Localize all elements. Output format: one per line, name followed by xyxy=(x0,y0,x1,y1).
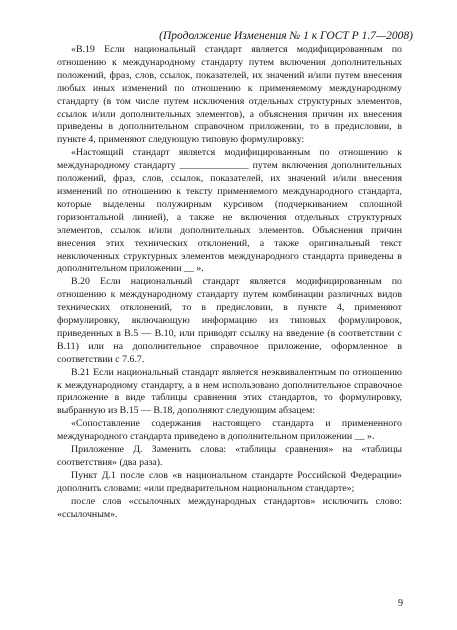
paragraph-b20: В.20 Если национальный стандарт является модифицированным по отношению к международному стандарту путем комбинации различных видов технических отклонений, то в предисловии, в пункте 4, применяют формулировку, включающую информацию из типовых формулировок, приведенных в В.5 — В.10, или приводят ссылку на введение (в соответствии с В.11) или на дополнительное справочное приложение, оформленное в соответствии с 7.6.7. xyxy=(57,276,402,365)
paragraph-b21: В.21 Если национальный стандарт является неэквивалентным по отношению к международному стандарту, а в нем использовано дополнительное справочное приложение в виде таблицы сравнения этих стандартов, то формулировку, выбранную из В.15 — В.18, дополняют следующим абзацем: xyxy=(57,366,402,417)
paragraph-annex-d: Приложение Д. Заменить слова: «таблицы сравнения» на «таблицы соответствия» (два раза). xyxy=(57,444,402,468)
paragraph-b21-template: «Сопоставление содержания настоящего стандарта и примененного международного стандарта приведено в дополнительном приложении __ ». xyxy=(57,418,402,443)
paragraph-b19: «В.19 Если национальный стандарт является модифицированным по отношению к международному стандарту путем включения дополнительных положений, фраз, слов, ссылок, показателей, их значений и/или путем внесения любых иных изменений по отношению к применяемому международному стандарту (в том числе путем исключения отдельных структурных элементов, ссылок и/или дополнительных элементов), а объяснения причин их внесения приведены в дополнительном справочном приложении, то в предисловии, в пункте 4, применяют следующую типовую формулировку: xyxy=(57,44,402,146)
running-header: (Продолжение Изменения № 1 к ГОСТ Р 1.7—2008) xyxy=(159,30,413,42)
body-text xyxy=(57,44,402,522)
paragraph-d1-continued: после слов «ссылочных международных стандартов» исключить слово: «ссылочным». xyxy=(57,495,402,520)
paragraph-d1: Пункт Д.1 после слов «в национальном стандарте Российской Федерации» дополнить словами: «или предварительном национальном стандарте»; xyxy=(57,469,402,494)
paragraph-b19-template: «Настоящий стандарт является модифицированным по отношению к международному стандарту ______________ путем включения дополнительных положений, фраз, слов, ссылок, показателей, их значений и/или внесения изменений по отношению к тексту применяемого международного стандарта, которые выделены полужирным курсивом (подчеркиванием сплошной горизонтальной линией), а также не включения отдельных структурных элементов, ссылок и/или дополнительных элементов. Объяснения причин внесения этих технических отклонений, а также оригинальный текст невключенных структурных элементов международного стандарта приведены в дополнительном приложении __ ». xyxy=(57,147,402,275)
page-number: 9 xyxy=(398,598,403,609)
